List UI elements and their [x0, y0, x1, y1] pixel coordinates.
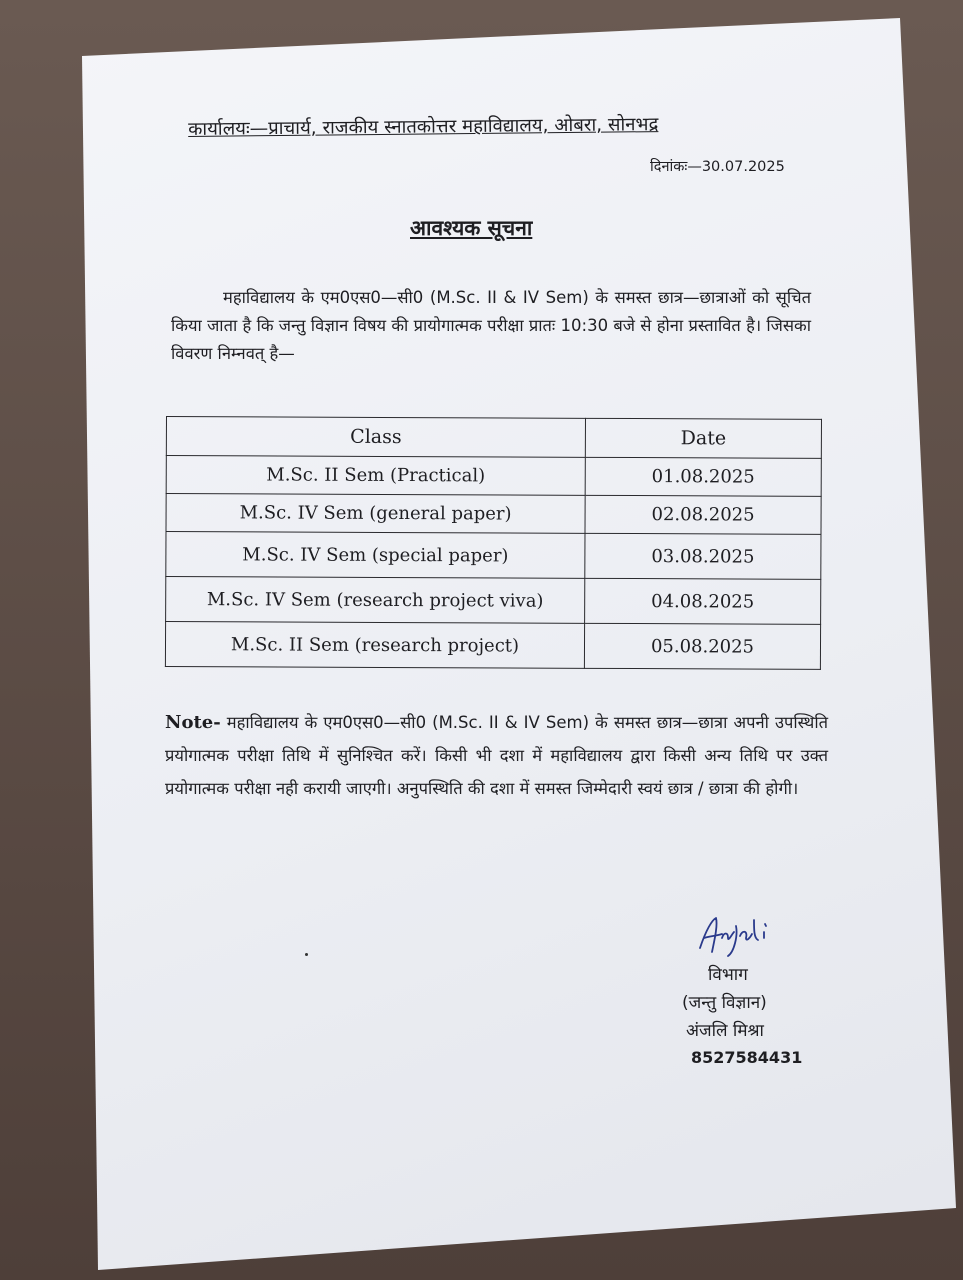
table-row — [166, 532, 821, 580]
table-header-class: Class — [166, 417, 585, 458]
signature-phone: 8527584431 — [691, 1048, 803, 1067]
table-cell-date: 04.08.2025 — [585, 578, 821, 624]
table-cell-date: 03.08.2025 — [585, 533, 821, 579]
paper-speck — [305, 953, 308, 956]
signature-role: विभाग — [708, 965, 748, 985]
table-row — [166, 456, 821, 497]
intro-paragraph: महाविद्यालय के एम0एस0—सी0 (M.Sc. II & IV Sem) के समस्त छात्र—छात्राओं को सूचित किया जाता है कि जन्तु विज्ञान विषय की प्रायोगात्मक परीक्षा प्रातः 10:30 बजे से होना प्रस्तावित है। जिसका विवरण निम्नवत् है— — [171, 288, 811, 363]
table-header-date: Date — [585, 418, 821, 458]
exam-schedule-table — [165, 416, 822, 670]
table-cell-date: 01.08.2025 — [585, 457, 821, 496]
table-header-row — [166, 417, 821, 459]
table-cell-class: M.Sc. II Sem (research project) — [165, 622, 584, 669]
notice-title: आवश्यक सूचना — [410, 216, 533, 240]
handwritten-signature — [694, 912, 786, 958]
table-cell-class: M.Sc. II Sem (Practical) — [166, 456, 585, 496]
table-cell-date: 05.08.2025 — [584, 623, 820, 669]
table-cell-date: 02.08.2025 — [585, 495, 821, 534]
note-paragraph — [165, 706, 828, 805]
notice-date: दिनांकः—30.07.2025 — [650, 159, 785, 175]
table-cell-class: M.Sc. IV Sem (special paper) — [166, 532, 585, 579]
table-row — [165, 622, 820, 670]
note-text: महाविद्यालय के एम0एस0—सी0 (M.Sc. II & IV Sem) के समस्त छात्र—छात्रा अपनी उपस्थिति प्रयोगात्मक परीक्षा तिथि में सुनिश्चित करें। किसी भी दशा में महाविद्यालय द्वारा किसी अन्य तिथि पर उक्त प्रयोगात्मक परीक्षा नही करायी जाएगी। अनुपस्थिति की दशा में समस्त जिम्मेदारी स्वयं छात्र / छात्रा की होगी। — [165, 713, 828, 798]
signature-name: अंजलि मिश्रा — [686, 1021, 764, 1041]
table-cell-class: M.Sc. IV Sem (general paper) — [166, 494, 585, 534]
note-label: Note- — [165, 712, 221, 733]
table-row — [166, 494, 821, 535]
table-row — [166, 577, 821, 625]
table-cell-class: M.Sc. IV Sem (research project viva) — [166, 577, 585, 624]
office-header: कार्यालयः—प्राचार्य, राजकीय स्नातकोत्तर महाविद्यालय, ओबरा, सोनभद्र — [188, 114, 659, 140]
signature-department: (जन्तु विज्ञान) — [682, 993, 767, 1013]
